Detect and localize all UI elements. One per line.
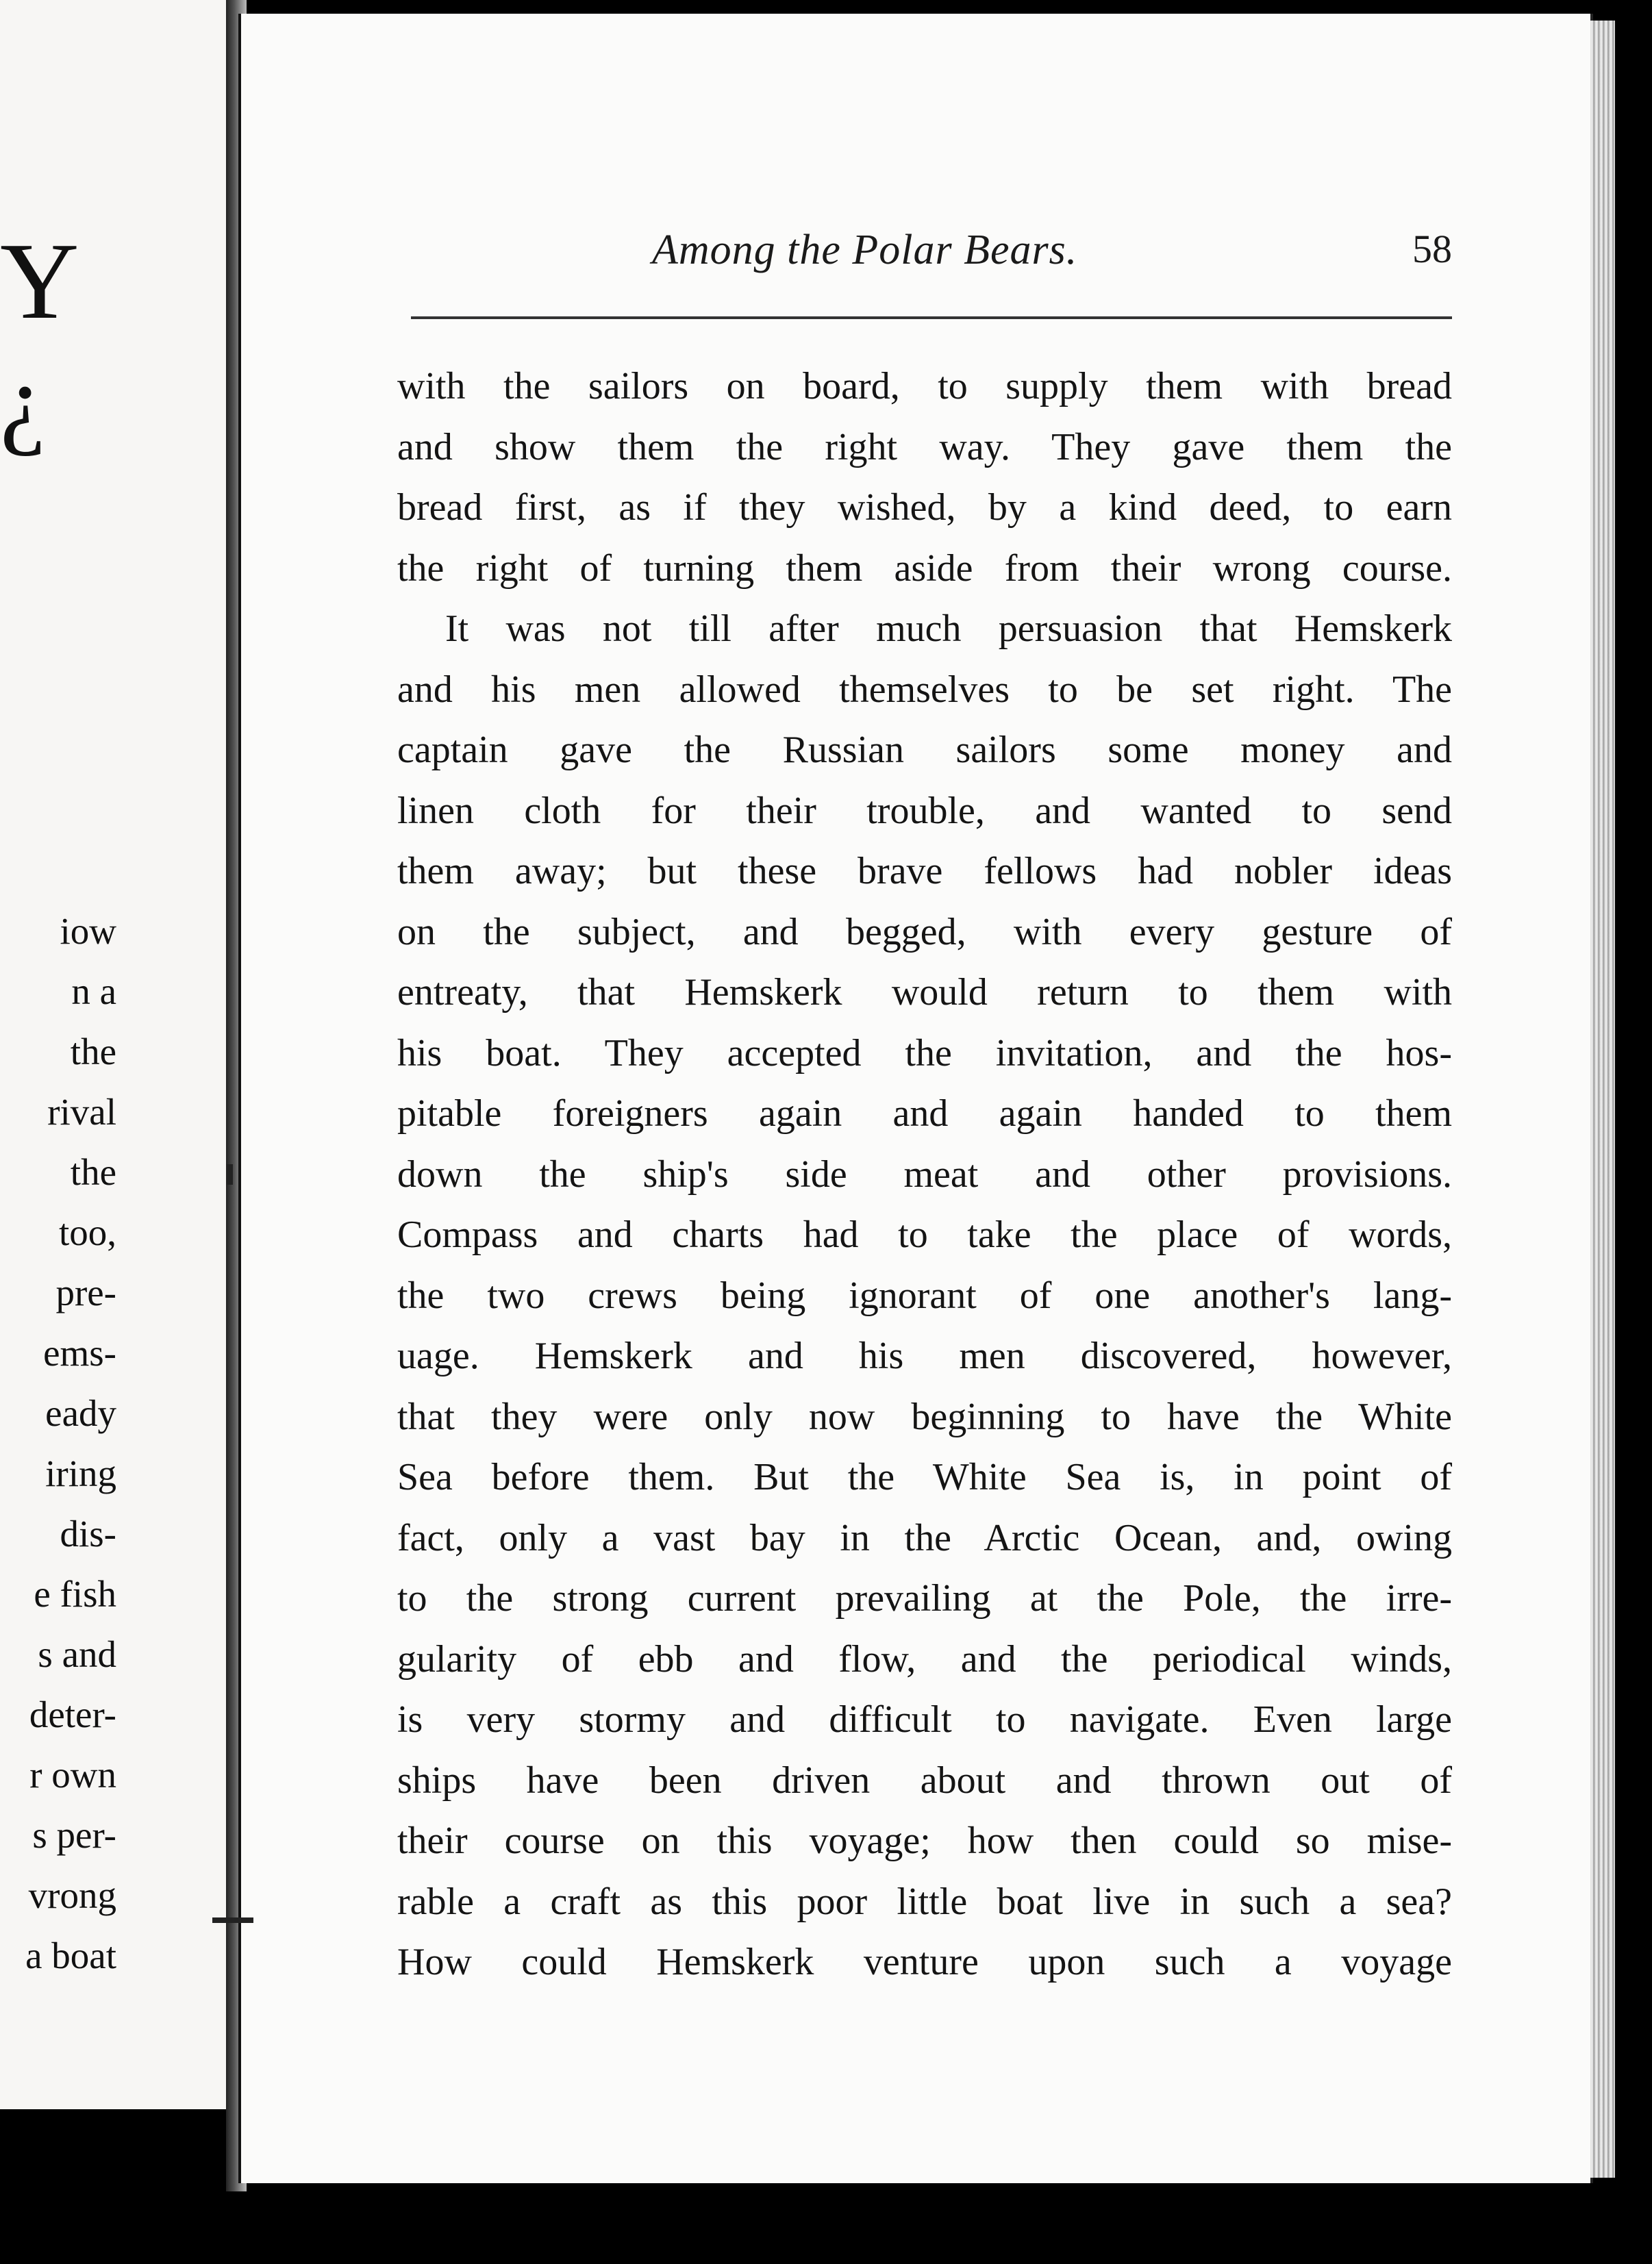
text-line: s and xyxy=(38,1633,116,1675)
text-line: that they were only now beginning to have the White xyxy=(397,1395,1452,1438)
text-line: ems- xyxy=(43,1332,116,1374)
text-line: rival xyxy=(47,1091,116,1133)
left-text-fragments xyxy=(0,901,116,1986)
text-line: deter- xyxy=(29,1694,116,1735)
text-line: Sea before them. But the White Sea is, in point of xyxy=(397,1456,1452,1498)
text-line: linen cloth for their trouble, and wanted to send xyxy=(397,789,1452,832)
text-line: a boat xyxy=(25,1935,116,1976)
text-line: vrong xyxy=(28,1874,116,1916)
text-line: with the sailors on board, to supply them with bread xyxy=(397,365,1452,407)
text-line: Compass and charts had to take the place of words, xyxy=(397,1213,1452,1256)
text-line: n a xyxy=(71,970,116,1012)
text-line: fact, only a vast bay in the Arctic Ocean, and, owing xyxy=(397,1516,1452,1559)
text-line: How could Hemskerk venture upon such a voyage xyxy=(397,1941,1452,1983)
ornament-fragment: Y xyxy=(0,220,79,342)
left-page xyxy=(0,0,237,2109)
text-line: the xyxy=(70,1151,116,1193)
page-number: 58 xyxy=(1412,227,1452,271)
text-line: iring xyxy=(45,1452,116,1494)
text-line: gularity of ebb and flow, and the periodical winds, xyxy=(397,1637,1452,1681)
text-line: and show them the right way. They gave them the xyxy=(397,425,1452,468)
text-line: to the strong current prevailing at the Pole, the irre- xyxy=(397,1577,1452,1620)
page-edges xyxy=(1590,21,1615,2178)
text-line: s per- xyxy=(32,1814,116,1856)
text-line: It was not till after much persuasion that Hemskerk xyxy=(445,607,1452,650)
text-line: too, xyxy=(58,1211,116,1253)
running-title: Among the Polar Bears. xyxy=(652,227,1078,273)
text-line: them away; but these brave fellows had nobler ideas xyxy=(397,850,1452,892)
text-line: iow xyxy=(60,910,116,952)
header-rule xyxy=(411,316,1452,319)
text-line: eady xyxy=(45,1392,116,1434)
gutter-mark xyxy=(212,1917,253,1923)
text-line: his boat. They accepted the invitation, and the hos- xyxy=(397,1031,1452,1074)
running-head xyxy=(411,226,1452,294)
text-line: the xyxy=(70,1031,116,1072)
text-line: their course on this voyage; how then could so mise- xyxy=(397,1820,1452,1862)
text-line: the right of turning them aside from their wrong course. xyxy=(397,546,1452,590)
text-line: r own xyxy=(29,1754,116,1796)
text-line: down the ship's side meat and other provisions. xyxy=(397,1153,1452,1196)
text-line: the two crews being ignorant of one another's lang- xyxy=(397,1274,1452,1317)
text-line: rable a craft as this poor little boat live in such a sea? xyxy=(397,1880,1452,1923)
text-line: bread first, as if they wished, by a kind deed, to earn xyxy=(397,486,1452,529)
text-line: pitable foreigners again and again handed to them xyxy=(397,1092,1452,1135)
text-line: entreaty, that Hemskerk would return to them with xyxy=(397,971,1452,1014)
text-line: on the subject, and begged, with every gesture of xyxy=(397,910,1452,953)
text-line: and his men allowed themselves to be set right. The xyxy=(397,668,1452,711)
text-line: uage. Hemskerk and his men discovered, however, xyxy=(397,1335,1452,1377)
ornament-fragment: ¿ xyxy=(0,344,46,457)
text-line: captain gave the Russian sailors some money and xyxy=(397,729,1452,771)
body-text xyxy=(397,356,1452,1993)
text-line: dis- xyxy=(60,1513,116,1555)
text-line: is very stormy and difficult to navigate. Even large xyxy=(397,1698,1452,1741)
gutter-mark xyxy=(226,1164,233,1185)
text-line: ships have been driven about and thrown out of xyxy=(397,1759,1452,1802)
text-line: pre- xyxy=(55,1272,116,1313)
text-line: e fish xyxy=(34,1573,116,1615)
